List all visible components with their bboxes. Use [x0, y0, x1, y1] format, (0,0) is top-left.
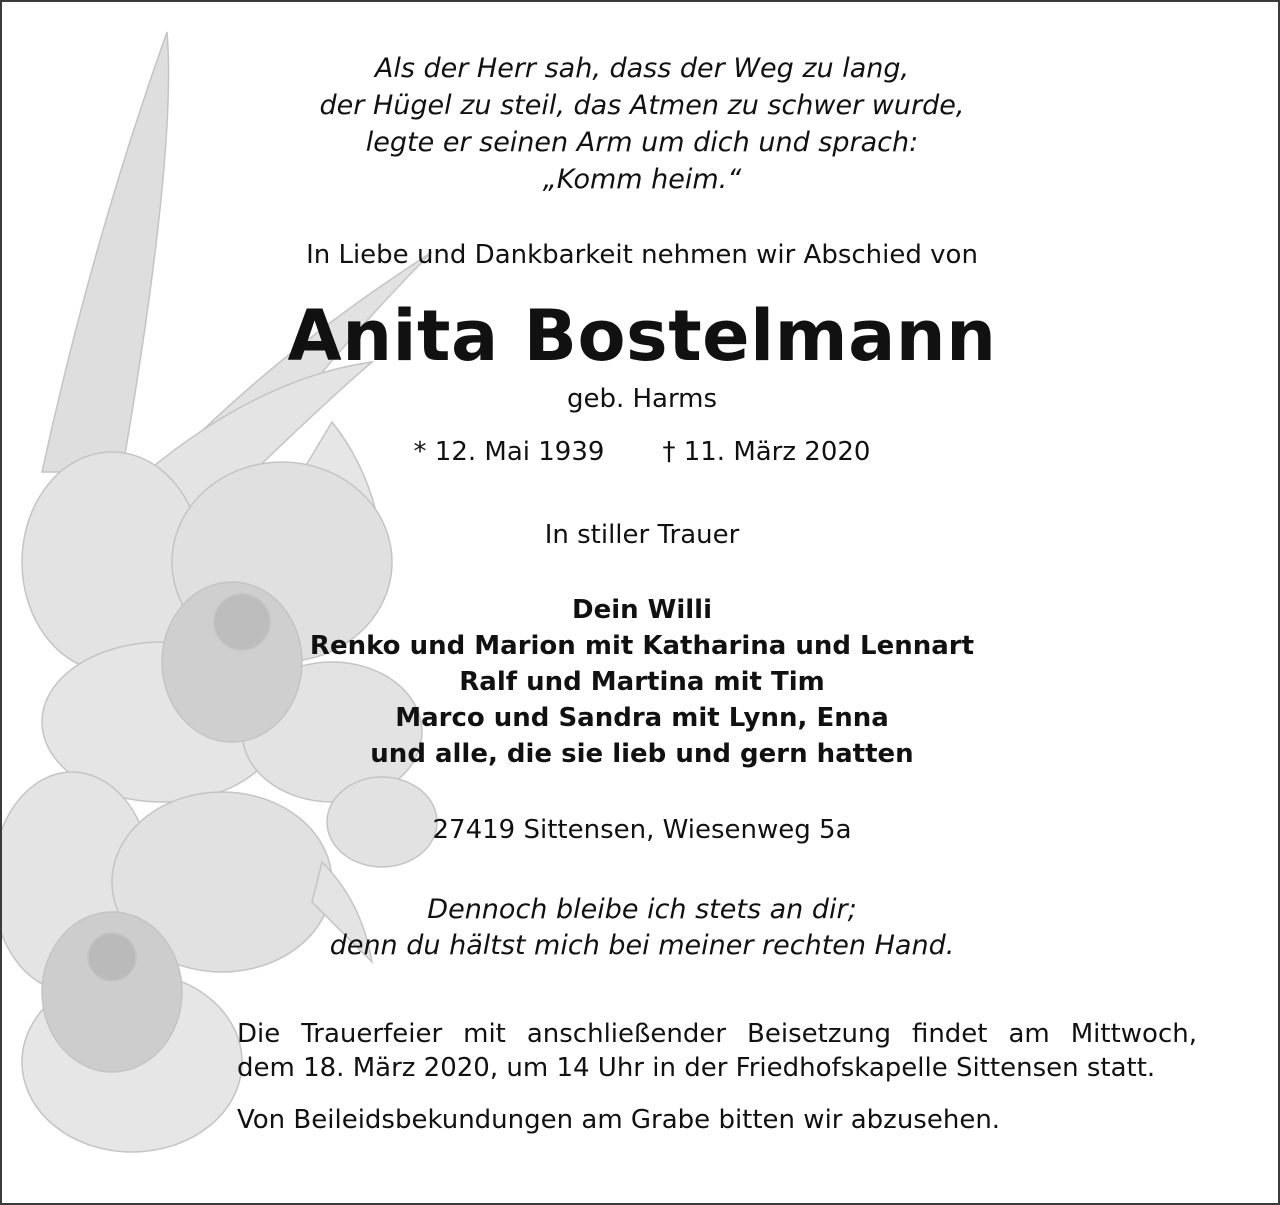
life-dates — [2, 437, 1280, 467]
funeral-notice-line: dem 18. März 2020, um 14 Uhr in der Friedhofskapelle Sittensen statt. — [237, 1053, 1156, 1083]
verse-line: Als der Herr sah, dass der Weg zu lang, — [374, 53, 910, 84]
mourning-line: In stiller Trauer — [544, 520, 740, 550]
psalm-line: Dennoch bleibe ich stets an dir; — [427, 894, 857, 925]
mourner-entry: Ralf und Martina mit Tim — [459, 667, 825, 697]
condolence-note: Von Beileidsbekundungen am Grabe bitten wir abzusehen. — [237, 1105, 1001, 1135]
closing-psalm — [2, 892, 1280, 964]
mourner-entry: Dein Willi — [571, 595, 713, 625]
mourner-entry: und alle, die sie lieb und gern hatten — [370, 739, 914, 769]
verse-line: „Komm heim.“ — [542, 164, 742, 195]
verse-line: der Hügel zu steil, das Atmen zu schwer wurde, — [319, 90, 965, 121]
funeral-notice — [237, 1017, 1197, 1085]
notice-text — [2, 2, 1280, 1205]
deceased-name: Anita Bostelmann — [287, 295, 997, 377]
opening-verse — [2, 50, 1280, 198]
birth-date: * 12. Mai 1939 — [413, 437, 605, 467]
verse-line: legte er seinen Arm um dich und sprach: — [365, 127, 919, 158]
maiden-name: geb. Harms — [566, 384, 718, 414]
funeral-notice-line: Die Trauerfeier mit anschließender Beisetzung findet am Mittwoch, — [237, 1019, 1197, 1049]
psalm-line: denn du hältst mich bei meiner rechten Hand. — [329, 930, 955, 961]
death-date: † 11. März 2020 — [662, 437, 871, 467]
family-address: 27419 Sittensen, Wiesenweg 5a — [432, 815, 852, 845]
mourner-entry: Renko und Marion mit Katharina und Lennart — [309, 631, 975, 661]
mourners-list — [2, 592, 1280, 772]
farewell-intro: In Liebe und Dankbarkeit nehmen wir Abschied von — [306, 240, 978, 270]
mourner-entry: Marco und Sandra mit Lynn, Enna — [395, 703, 889, 733]
